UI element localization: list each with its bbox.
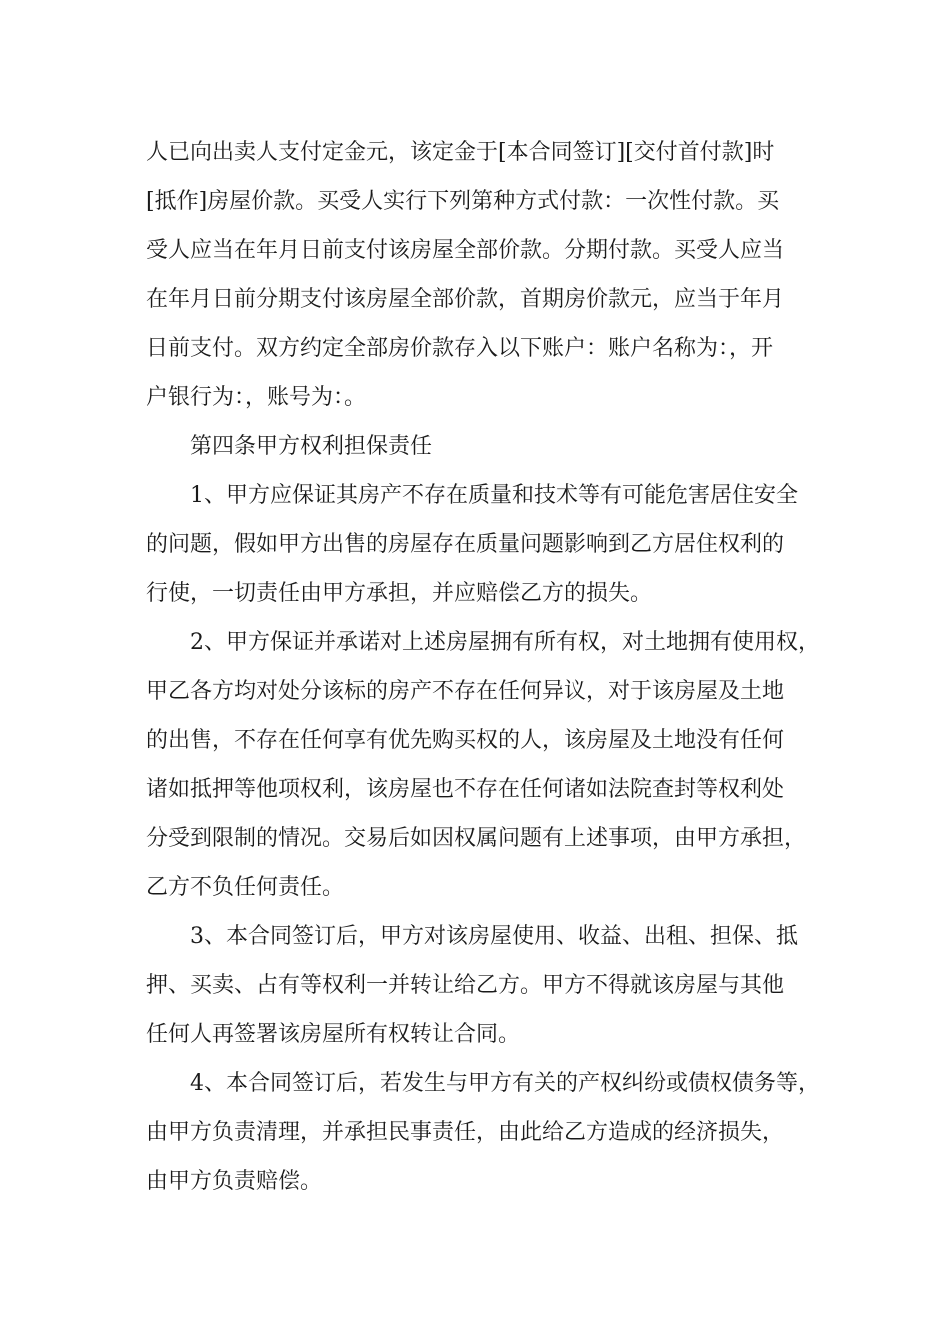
clause-4-line-1: 4、本合同签订后，若发生与甲方有关的产权纠纷或债权债务等，	[190, 1071, 820, 1096]
clause-1-line-1: 1、甲方应保证其房产不存在质量和技术等有可能危害居住安全	[190, 483, 798, 508]
clause-3-line-3: 任何人再签署该房屋所有权转让合同。	[146, 1022, 521, 1047]
text-line-3: 受人应当在年月日前支付该房屋全部价款。分期付款。买受人应当	[146, 238, 785, 263]
clause-2-line-4: 诸如抵押等他项权利，该房屋也不存在任何诸如法院查封等权利处	[146, 777, 785, 802]
clause-2-line-1: 2、甲方保证并承诺对上述房屋拥有所有权，对土地拥有使用权，	[190, 630, 820, 655]
clause-2-line-6: 乙方不负任何责任。	[146, 875, 345, 900]
clause-4-line-3: 由甲方负责赔偿。	[146, 1169, 323, 1194]
clause-2-line-2: 甲乙各方均对处分该标的房产不存在任何异议，对于该房屋及土地	[146, 679, 785, 704]
clause-1-line-2: 的问题，假如甲方出售的房屋存在质量问题影响到乙方居住权利的	[146, 532, 785, 557]
clause-3-line-1: 3、本合同签订后，甲方对该房屋使用、收益、出租、担保、抵	[190, 924, 798, 949]
clause-4-line-2: 由甲方负责清理，并承担民事责任，由此给乙方造成的经济损失，	[146, 1120, 785, 1145]
clause-2-line-5: 分受到限制的情况。交易后如因权属问题有上述事项，由甲方承担，	[146, 826, 807, 851]
section-heading: 第四条甲方权利担保责任	[190, 434, 433, 459]
clause-2-line-3: 的出售，不存在任何享有优先购买权的人，该房屋及土地没有任何	[146, 728, 785, 753]
text-line-4: 在年月日前分期支付该房屋全部价款，首期房价款元，应当于年月	[146, 287, 785, 312]
document-body	[146, 128, 820, 1206]
text-line-1: 人已向出卖人支付定金元，该定金于[本合同签订][交付首付款]时	[146, 140, 775, 165]
text-line-5: 日前支付。双方约定全部房价款存入以下账户：账户名称为：，开	[146, 336, 774, 361]
clause-3-line-2: 押、买卖、占有等权利一并转让给乙方。甲方不得就该房屋与其他	[146, 973, 785, 998]
text-line-6: 户银行为：，账号为：。	[146, 385, 367, 410]
clause-1-line-3: 行使，一切责任由甲方承担，并应赔偿乙方的损失。	[146, 581, 653, 606]
text-line-2: [抵作]房屋价款。买受人实行下列第种方式付款：一次性付款。买	[146, 189, 780, 214]
